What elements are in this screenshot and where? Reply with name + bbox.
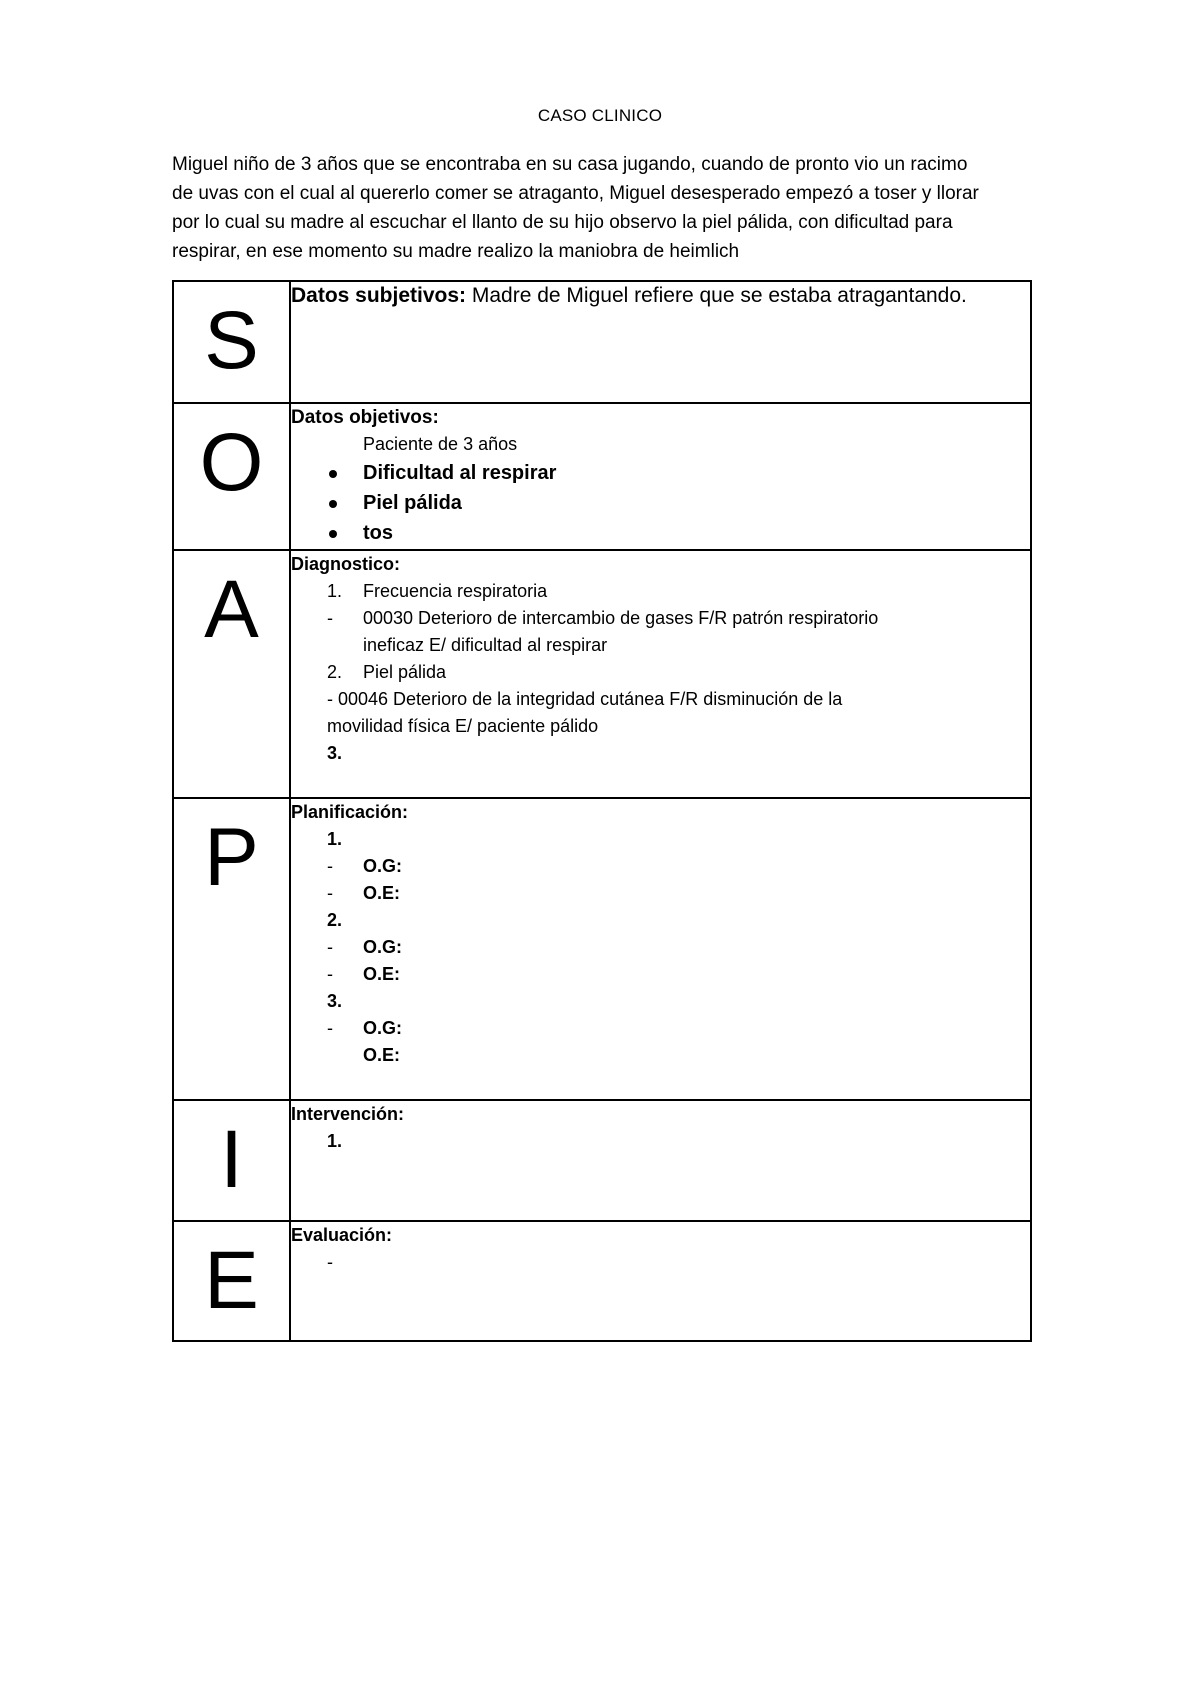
list-item: 3. — [327, 991, 343, 1011]
list-item: - O.E: — [327, 964, 401, 984]
objective-label: Datos objetivos: — [291, 407, 439, 428]
list-item: 1. — [327, 1131, 343, 1151]
list-item: - 00046 Deterioro de la integridad cutánea F/R disminución de la — [327, 689, 843, 709]
soap-row-s — [173, 281, 1031, 403]
case-description — [172, 150, 1042, 266]
list-item: - — [327, 1252, 333, 1272]
list-item: Piel pálida — [291, 488, 1030, 518]
soap-letter-o: O — [173, 403, 290, 550]
soap-table — [172, 280, 1032, 1342]
evaluation-label: Evaluación: — [291, 1225, 393, 1245]
list-item: - 00030 Deterioro de intercambio de gases F/R patrón respiratorio — [327, 608, 879, 628]
case-line: Miguel niño de 3 años que se encontraba en su casa jugando, cuando de pronto vio un racimo — [172, 154, 968, 175]
soap-content-e — [290, 1221, 1031, 1341]
list-item: movilidad física E/ paciente pálido — [327, 716, 599, 736]
objective-line: Paciente de 3 años — [363, 434, 518, 454]
list-item: - O.E: — [327, 883, 401, 903]
list-item: - O.G: — [327, 937, 402, 957]
soap-letter-a: A — [173, 550, 290, 798]
subjective-label: Datos subjetivos: — [291, 284, 467, 307]
soap-row-i — [173, 1100, 1031, 1221]
soap-letter-e: E — [173, 1221, 290, 1341]
list-item: 2. Piel pálida — [327, 662, 447, 682]
case-line: por lo cual su madre al escuchar el llanto de su hijo observo la piel pálida, con dificultad para — [172, 212, 953, 233]
subjective-text: Madre de Miguel refiere que se estaba atragantando. — [466, 284, 967, 307]
soap-row-p — [173, 798, 1031, 1100]
soap-row-e — [173, 1221, 1031, 1341]
soap-letter-p: P — [173, 798, 290, 1100]
soap-content-a — [290, 550, 1031, 798]
list-item: tos — [291, 518, 1030, 548]
list-item: 2. — [327, 910, 343, 930]
case-line: respirar, en ese momento su madre realizo la maniobra de heimlich — [172, 241, 740, 262]
soap-letter-i: I — [173, 1100, 290, 1221]
soap-content-i — [290, 1100, 1031, 1221]
list-item: 3. — [327, 743, 343, 763]
soap-row-a — [173, 550, 1031, 798]
soap-content-p — [290, 798, 1031, 1100]
objective-bullets — [291, 458, 1030, 548]
case-line: de uvas con el cual al quererlo comer se atraganto, Miguel desesperado empezó a toser y llorar — [172, 183, 979, 204]
soap-letter-s: S — [173, 281, 290, 403]
soap-content-s — [290, 281, 1031, 403]
document-title: CASO CLINICO — [537, 106, 663, 125]
list-item: O.E: — [363, 1045, 401, 1065]
list-item: 1. — [327, 829, 343, 849]
intervention-label: Intervención: — [291, 1104, 405, 1124]
planning-label: Planificación: — [291, 802, 409, 822]
diagnosis-label: Diagnostico: — [291, 554, 401, 574]
list-item: ineficaz E/ dificultad al respirar — [363, 635, 608, 655]
list-item: Dificultad al respirar — [291, 458, 1030, 488]
list-item: - O.G: — [327, 1018, 402, 1038]
list-item: 1. Frecuencia respiratoria — [327, 581, 548, 601]
list-item: - O.G: — [327, 856, 402, 876]
soap-row-o — [173, 403, 1031, 550]
soap-content-o — [290, 403, 1031, 550]
